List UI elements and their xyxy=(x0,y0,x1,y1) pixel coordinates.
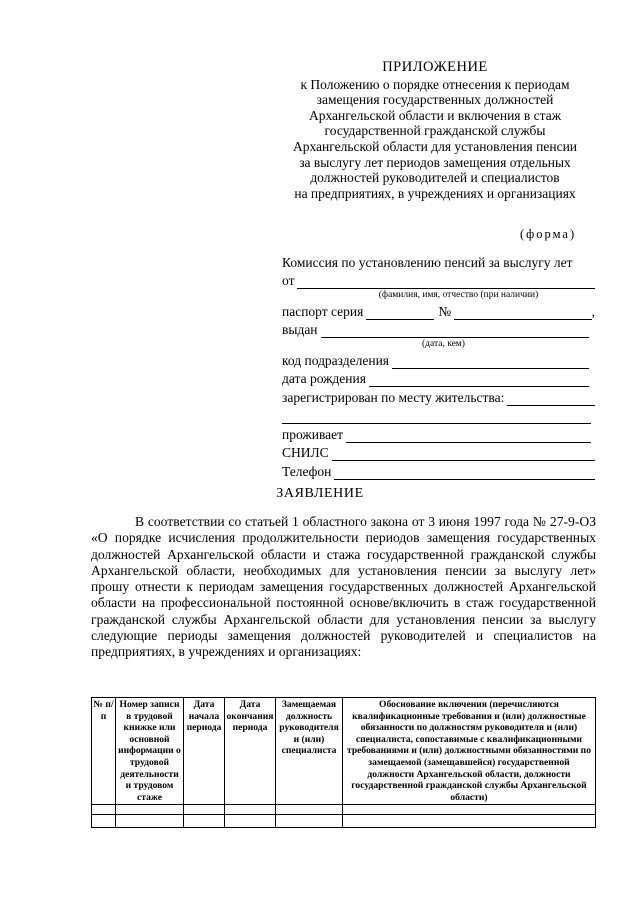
passport-label: паспорт серия xyxy=(282,303,364,319)
phone-row xyxy=(282,461,595,480)
appendix-header xyxy=(270,60,600,201)
number-sign: № xyxy=(438,303,452,319)
table-header-row xyxy=(92,698,596,805)
living-label: проживает xyxy=(282,426,344,442)
division-code-row xyxy=(282,350,595,369)
registered-continuation-row xyxy=(282,406,595,425)
birth-date-field[interactable] xyxy=(369,373,589,387)
appendix-line: за выслугу лет периодов замещения отдельных xyxy=(299,154,571,170)
issued-row xyxy=(282,320,595,339)
header-cell-start-date: Дата начала периода xyxy=(184,698,225,805)
passport-row xyxy=(282,301,595,320)
table-cell[interactable] xyxy=(276,805,343,815)
fio-hint: (фамилия, имя, отчество (при наличии) xyxy=(378,290,539,300)
table-cell[interactable] xyxy=(116,815,184,828)
table-cell[interactable] xyxy=(343,805,596,815)
appendix-line: к Положению о порядке отнесения к периодам xyxy=(300,76,570,92)
form-mark: (форма) xyxy=(520,227,577,241)
table-cell[interactable] xyxy=(184,815,225,828)
registered-label: зарегистрирован по месту жительства: xyxy=(282,389,505,405)
snils-row xyxy=(282,443,595,462)
issued-label: выдан xyxy=(282,322,318,337)
table-row xyxy=(92,815,596,828)
appendix-title: ПРИЛОЖЕНИЕ xyxy=(382,59,488,75)
registered-row xyxy=(282,387,595,406)
phone-label: Телефон xyxy=(282,463,332,479)
applicant-form xyxy=(282,252,595,480)
table-cell[interactable] xyxy=(92,805,116,815)
periods-table xyxy=(91,697,596,828)
snils-label: СНИЛС xyxy=(282,445,329,460)
snils-field[interactable] xyxy=(332,447,595,461)
appendix-line: Архангельской области и включения в стаж xyxy=(308,107,562,123)
appendix-line: Архангельской области для установления пенсии xyxy=(292,138,578,154)
table-cell[interactable] xyxy=(184,805,225,815)
table-cell[interactable] xyxy=(343,815,596,828)
date-issuer-hint: (дата, кем) xyxy=(422,339,465,349)
statement-body xyxy=(91,514,596,661)
header-cell-number: № п/п xyxy=(92,698,116,805)
statement-paragraph: В соответствии со статьей 1 областного закона от 3 июня 1997 года № 27-9-ОЗ «О порядке исчисления продолжительности периодов замещения государственных должностей Архангельской области и стажа государственной гражданской службы Архангельской области, необходимых для установления пенсии за выслугу лет» прошу отнести к периодам замещения государственных должностей Архангельской области на профессиональной постоянной основе/включить в стаж государственной гражданской службы Архангельской области для установления пенсии за выслугу следующие периоды замещения должностей руководителей и специалистов на предприятиях, в учреждениях и организациях: xyxy=(91,514,596,660)
passport-series-field[interactable] xyxy=(366,306,434,320)
issued-field[interactable] xyxy=(321,324,589,338)
birth-date-label: дата рождения xyxy=(282,371,366,386)
passport-number-field[interactable] xyxy=(454,306,591,320)
passport-comma: , xyxy=(591,303,595,319)
statement-title: ЗАЯВЛЕНИЕ xyxy=(276,486,364,501)
from-row xyxy=(282,271,595,290)
table-cell[interactable] xyxy=(92,815,116,828)
birth-date-row xyxy=(282,369,595,388)
table-cell[interactable] xyxy=(116,805,184,815)
fio-field[interactable] xyxy=(297,275,595,289)
appendix-line: замещения государственных должностей xyxy=(316,92,554,108)
appendix-line: на предприятиях, в учреждениях и организациях xyxy=(294,185,576,201)
table-cell[interactable] xyxy=(276,815,343,828)
appendix-line: должностей руководителей и специалистов xyxy=(310,170,560,186)
table-cell[interactable] xyxy=(225,805,276,815)
from-label: от xyxy=(282,273,295,288)
commission-row xyxy=(282,252,595,271)
header-cell-end-date: Дата окончания периода xyxy=(225,698,276,805)
commission-label: Комиссия по установлению пенсий за выслугу лет xyxy=(282,254,573,270)
registered-field[interactable] xyxy=(507,392,595,406)
living-field[interactable] xyxy=(346,429,591,443)
division-code-field[interactable] xyxy=(392,355,589,369)
living-row xyxy=(282,424,595,443)
appendix-line: государственной гражданской службы xyxy=(324,123,546,139)
registered-field-continuation[interactable] xyxy=(282,410,591,424)
phone-field[interactable] xyxy=(334,466,595,480)
division-code-label: код подразделения xyxy=(282,352,390,368)
header-cell-record: Номер записи в трудовой книжке или основной информации о трудовой деятельности и трудовом стаже xyxy=(116,698,184,805)
header-cell-justification: Обоснование включения (перечисляются квалификационные требования и (или) должностные обязанности по должностям руководителя и (или) специалиста, сопоставимые с квалификационными требованиями и (или) должностными обязанностями по замещаемой (замещавшейся) государственной должности Архангельской области, должности государственной гражданской службы Архангельской области) xyxy=(343,698,596,805)
header-cell-position: Замещаемая должность руководителя и (или) специалиста xyxy=(276,698,343,805)
table-cell[interactable] xyxy=(225,815,276,828)
table-row xyxy=(92,805,596,815)
